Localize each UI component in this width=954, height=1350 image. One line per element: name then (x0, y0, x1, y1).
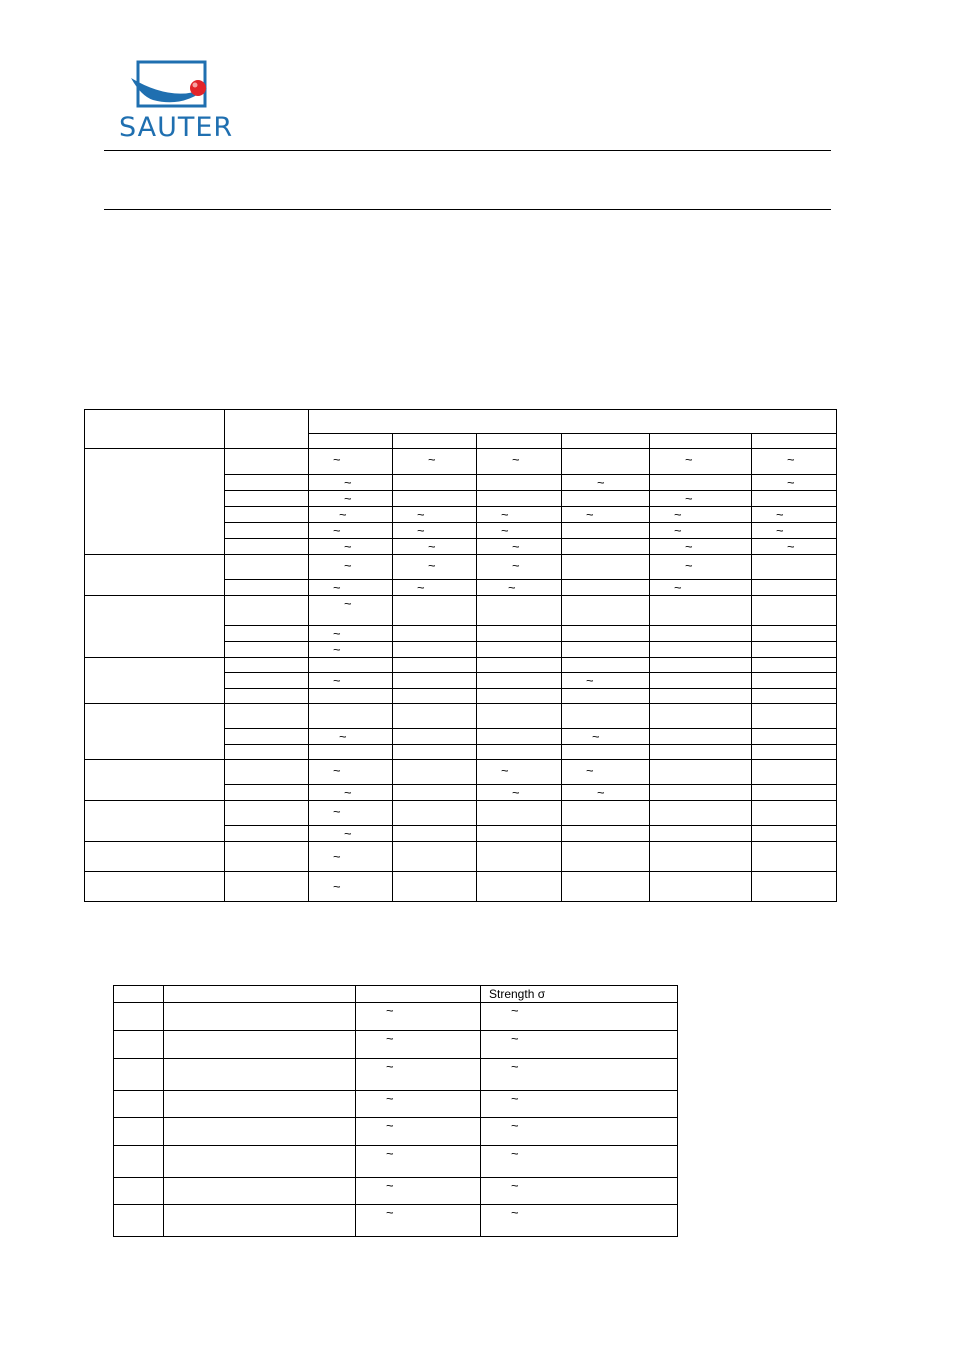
tilde: ~ (417, 580, 425, 595)
tilde: ~ (508, 580, 516, 595)
tilde: ~ (339, 507, 347, 522)
tilde: ~ (586, 763, 594, 778)
tilde: ~ (512, 558, 520, 573)
tilde: ~ (428, 558, 436, 573)
tilde: ~ (511, 1031, 519, 1046)
tilde: ~ (333, 804, 341, 819)
tilde: ~ (386, 1091, 394, 1106)
tilde: ~ (333, 452, 341, 467)
tilde: ~ (333, 626, 341, 641)
tilde: ~ (417, 523, 425, 538)
tilde: ~ (674, 507, 682, 522)
tilde: ~ (428, 539, 436, 554)
tilde: ~ (339, 729, 347, 744)
conversion-table (84, 409, 837, 902)
header-rule-top (104, 150, 831, 151)
tilde: ~ (386, 1178, 394, 1193)
tilde: ~ (685, 558, 693, 573)
strength-header: Strength σ (481, 986, 678, 1003)
tilde: ~ (386, 1146, 394, 1161)
tilde: ~ (501, 507, 509, 522)
tilde: ~ (511, 1059, 519, 1074)
tilde: ~ (333, 580, 341, 595)
tilde: ~ (344, 475, 352, 490)
tilde: ~ (333, 763, 341, 778)
tilde: ~ (511, 1146, 519, 1161)
tilde: ~ (386, 1003, 394, 1018)
tilde: ~ (511, 1178, 519, 1193)
tilde: ~ (333, 673, 341, 688)
tilde: ~ (386, 1059, 394, 1074)
tilde: ~ (428, 452, 436, 467)
tilde: ~ (333, 523, 341, 538)
tilde: ~ (674, 523, 682, 538)
tilde: ~ (344, 491, 352, 506)
tilde: ~ (776, 507, 784, 522)
tilde: ~ (592, 729, 600, 744)
tilde: ~ (344, 596, 352, 611)
tilde: ~ (333, 879, 341, 894)
tilde: ~ (511, 1205, 519, 1220)
tilde: ~ (417, 507, 425, 522)
tilde: ~ (512, 539, 520, 554)
tilde: ~ (511, 1118, 519, 1133)
tilde: ~ (512, 452, 520, 467)
tilde: ~ (501, 763, 509, 778)
tilde: ~ (501, 523, 509, 538)
tilde: ~ (344, 558, 352, 573)
tilde: ~ (674, 580, 682, 595)
strength-table (113, 985, 678, 1237)
tilde: ~ (386, 1205, 394, 1220)
tilde: ~ (333, 642, 341, 657)
tilde: ~ (597, 785, 605, 800)
tilde: ~ (787, 539, 795, 554)
header-rule-bottom (104, 209, 831, 210)
tilde: ~ (344, 826, 352, 841)
tilde: ~ (586, 507, 594, 522)
tilde: ~ (344, 785, 352, 800)
tilde: ~ (333, 849, 341, 864)
tilde: ~ (597, 475, 605, 490)
tilde: ~ (787, 475, 795, 490)
tilde: ~ (511, 1003, 519, 1018)
tilde: ~ (344, 539, 352, 554)
tilde: ~ (511, 1091, 519, 1106)
tilde: ~ (386, 1031, 394, 1046)
tilde: ~ (685, 491, 693, 506)
logo-wordmark: SAUTER (119, 112, 234, 143)
tilde: ~ (586, 673, 594, 688)
tilde: ~ (685, 539, 693, 554)
tilde: ~ (776, 523, 784, 538)
tilde: ~ (512, 785, 520, 800)
tilde: ~ (787, 452, 795, 467)
tilde: ~ (685, 452, 693, 467)
tilde: ~ (386, 1118, 394, 1133)
